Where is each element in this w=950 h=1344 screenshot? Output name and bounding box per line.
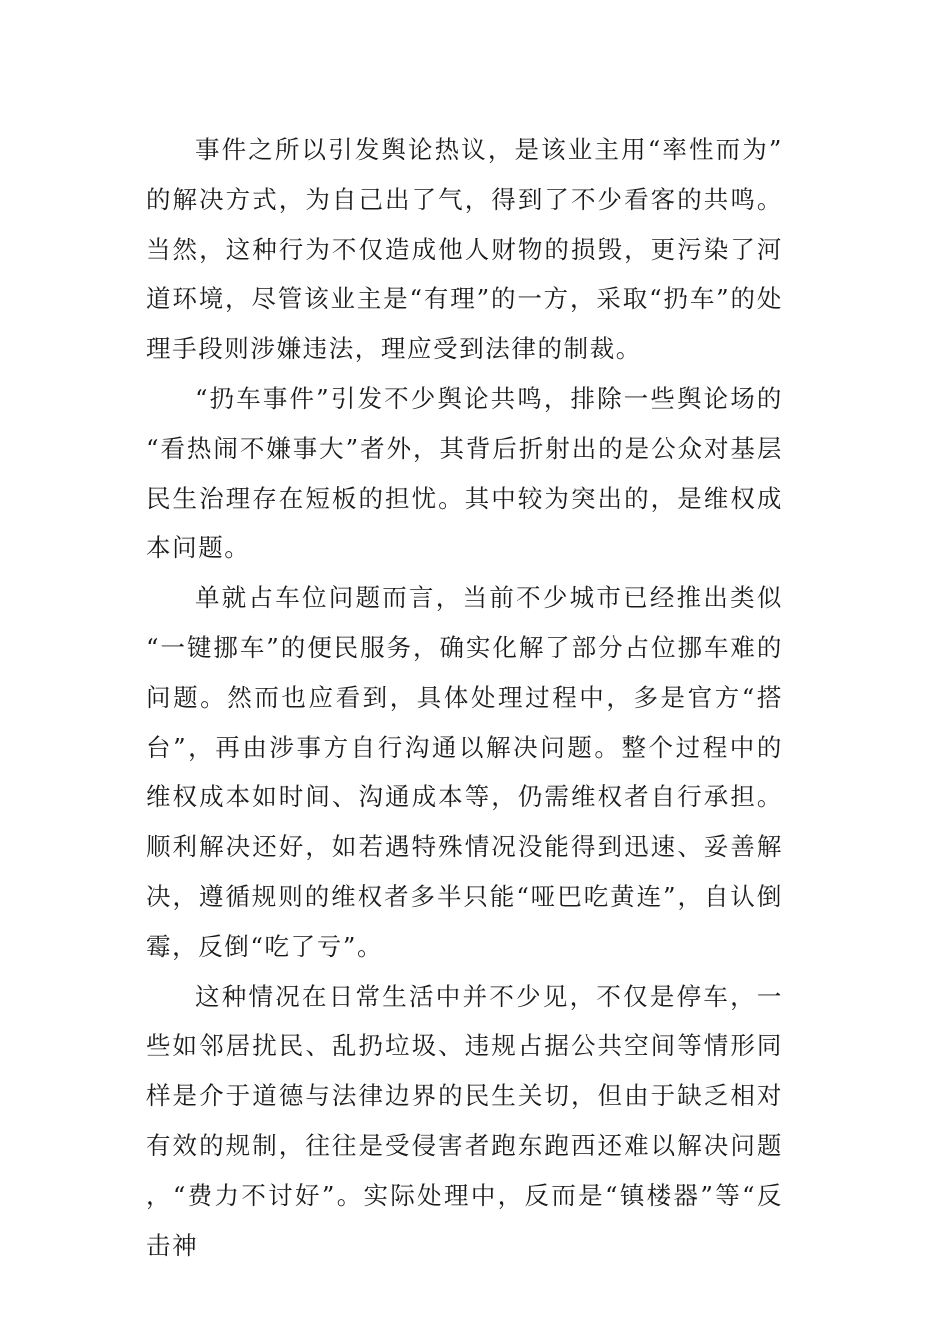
paragraph-4: 这种情况在日常生活中并不少见，不仅是停车，一些如邻居扰民、乱扔垃圾、违规占据公共空间等情形同样是介于道德与法律边界的民生关切，但由于缺乏相对有效的规制，往往是受侵害者跑东跑西还难以解决问题，“费力不讨好”。实际处理中，反而是“镇楼器”等“反击神 — [146, 981, 783, 1260]
paragraph-1: 事件之所以引发舆论热议，是该业主用“率性而为”的解决方式，为自己出了气，得到了不少看客的共鸣。当然，这种行为不仅造成他人财物的损毁，更污染了河道环境，尽管该业主是“有理”的一方，采取“扔车”的处理手段则涉嫌违法，理应受到法律的制裁。 — [146, 135, 783, 364]
paragraph-3: 单就占车位问题而言，当前不少城市已经推出类似“一键挪车”的便民服务，确实化解了部分占位挪车难的问题。然而也应看到，具体处理过程中，多是官方“搭台”，再由涉事方自行沟通以解决问题。整个过程中的维权成本如时间、沟通成本等，仍需维权者自行承担。顺利解决还好，如若遇特殊情况没能得到迅速、妥善解决，遵循规则的维权者多半只能“哑巴吃黄连”，自认倒霉，反倒“吃了亏”。 — [146, 583, 783, 961]
document-body — [146, 125, 783, 1270]
paragraph-2: “扔车事件”引发不少舆论共鸣，排除一些舆论场的“看热闹不嫌事大”者外，其背后折射出的是公众对基层民生治理存在短板的担忧。其中较为突出的，是维权成本问题。 — [146, 383, 783, 563]
